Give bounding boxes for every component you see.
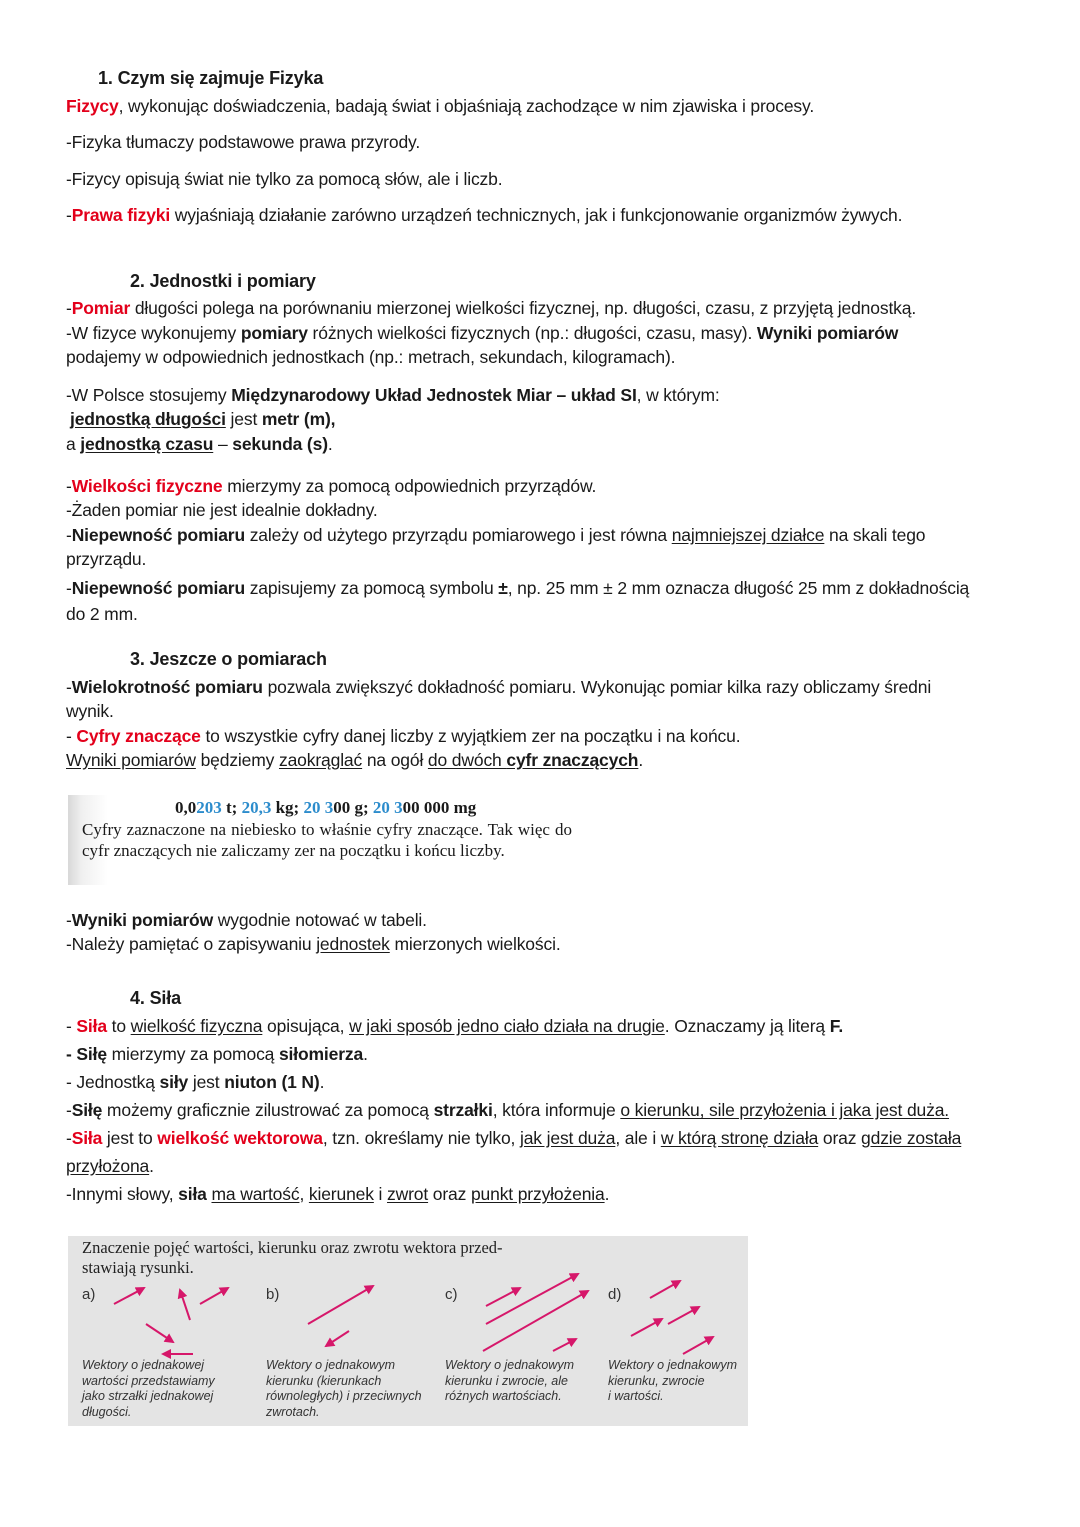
s2-paragraph-3c: a jednostką czasu – sekunda (s). bbox=[66, 434, 333, 454]
s4-paragraph-4: -Siłę możemy graficznie zilustrować za pomocą strzałki, która informuje o kierunku, sile przyłożenia i jaka jest duża. bbox=[66, 1100, 950, 1120]
s3-paragraph-1a: -Wielokrotność pomiaru pozwala zwiększyć dokładność pomiaru. Wykonując pomiar kilka razy obliczamy średni bbox=[66, 677, 932, 697]
example-text: Cyfry zaznaczone na niebiesko to właśnie cyfry znaczące. Tak więc do cyfr znaczących nie zaliczamy zer na początku i końcu liczby. bbox=[82, 820, 572, 860]
s4-paragraph-1: - Siła to wielkość fizyczna opisująca, w jaki sposób jedno ciało działa na drugie. Oznaczamy ją literą F. bbox=[66, 1016, 844, 1036]
section-1-heading: 1. Czym się zajmuje Fizyka bbox=[98, 68, 324, 88]
s2-paragraph-2b: podajemy w odpowiednich jednostkach (np.: metrach, sekundach, kilogramach). bbox=[66, 347, 676, 367]
example-numbers: 0,0203 t; 20,3 kg; 20 300 g; 20 300 000 mg bbox=[175, 798, 477, 817]
s3-paragraph-1b: wynik. bbox=[66, 701, 114, 721]
panel-d-label: d) bbox=[608, 1286, 622, 1303]
significant-figures-example bbox=[68, 795, 578, 885]
s2-paragraph-2a: -W fizyce wykonujemy pomiary różnych wielkości fizycznych (np.: długości, czasu, masy). Wyniki pomiarów bbox=[66, 323, 899, 343]
keyword-red: Fizycy bbox=[66, 96, 119, 116]
section-4-heading: 4. Siła bbox=[130, 988, 181, 1008]
vector-figure bbox=[68, 1236, 748, 1426]
panel-a-description: Wektory o jednakowej wartości przedstawiamy jako strzałki jednakowej długości. bbox=[82, 1358, 215, 1419]
panel-b-label: b) bbox=[266, 1286, 280, 1303]
s3-paragraph-2: - Cyfry znaczące to wszystkie cyfry danej liczby z wyjątkiem zer na początku i na końcu. bbox=[66, 726, 741, 746]
s4-paragraph-5b: przyłożona. bbox=[66, 1156, 154, 1176]
s2-paragraph-6b: przyrządu. bbox=[66, 549, 147, 569]
s4-paragraph-3: - Jednostką siły jest niuton (1 N). bbox=[66, 1072, 325, 1092]
panel-c-label: c) bbox=[445, 1286, 458, 1303]
s2-paragraph-5: -Żaden pomiar nie jest idealnie dokładny. bbox=[66, 500, 378, 520]
s3-paragraph-5: -Należy pamiętać o zapisywaniu jednostek mierzonych wielkości. bbox=[66, 934, 561, 954]
s1-paragraph-3: -Fizycy opisują świat nie tylko za pomocą słów, ale i liczb. bbox=[66, 169, 503, 189]
s2-paragraph-7b: do 2 mm. bbox=[66, 604, 138, 624]
s2-paragraph-1: -Pomiar długości polega na porównaniu mierzonej wielkości fizycznej, np. długości, czasu, z przyjętą jednostką. bbox=[66, 298, 917, 318]
s1-paragraph-2: -Fizyka tłumaczy podstawowe prawa przyrody. bbox=[66, 132, 421, 152]
section-3-heading: 3. Jeszcze o pomiarach bbox=[130, 649, 327, 669]
s1-paragraph-1: Fizycy, wykonując doświadczenia, badają świat i objaśniają zachodzące w nim zjawiska i procesy. bbox=[66, 96, 815, 116]
figure-caption: Znaczenie pojęć wartości, kierunku oraz zwrotu wektora przed- stawiają rysunki. bbox=[82, 1238, 503, 1277]
panel-a-label: a) bbox=[82, 1286, 96, 1303]
s4-paragraph-5a: -Siła jest to wielkość wektorowa, tzn. określamy nie tylko, jak jest duża, ale i w którą stronę działa oraz gdzie została bbox=[66, 1128, 962, 1148]
s4-paragraph-6: -Innymi słowy, siła ma wartość, kierunek i zwrot oraz punkt przyłożenia. bbox=[66, 1184, 610, 1204]
s4-paragraph-2: - Siłę mierzymy za pomocą siłomierza. bbox=[66, 1044, 368, 1064]
panel-c-description: Wektory o jednakowym kierunku i zwrocie, ale różnych wartościach. bbox=[445, 1358, 574, 1403]
section-2-heading: 2. Jednostki i pomiary bbox=[130, 271, 316, 291]
s2-paragraph-7a: -Niepewność pomiaru zapisujemy za pomocą symbolu ±, np. 25 mm ± 2 mm oznacza długość 25 mm z dokładnością bbox=[66, 578, 970, 598]
s3-paragraph-4: -Wyniki pomiarów wygodnie notować w tabeli. bbox=[66, 910, 427, 930]
s2-paragraph-4: -Wielkości fizyczne mierzymy za pomocą odpowiednich przyrządów. bbox=[66, 476, 597, 496]
s2-paragraph-3a: -W Polsce stosujemy Międzynarodowy Układ Jednostek Miar – układ SI, w którym: bbox=[66, 385, 720, 405]
s1-paragraph-4: -Prawa fizyki wyjaśniają działanie zarówno urządzeń technicznych, jak i funkcjonowanie organizmów żywych. bbox=[66, 205, 903, 225]
panel-b-description: Wektory o jednakowym kierunku (kierunkach równoległych) i przeciwnych zwrotach. bbox=[266, 1358, 422, 1419]
s2-paragraph-3b: jednostką długości jest metr (m), bbox=[70, 409, 336, 429]
s3-paragraph-3: Wyniki pomiarów będziemy zaokrąglać na ogół do dwóch cyfr znaczących. bbox=[66, 750, 644, 770]
panel-d-description: Wektory o jednakowym kierunku, zwrocie i wartości. bbox=[608, 1358, 737, 1403]
s2-paragraph-6a: -Niepewność pomiaru zależy od użytego przyrządu pomiarowego i jest równa najmniejszej działce na skali tego bbox=[66, 525, 926, 545]
